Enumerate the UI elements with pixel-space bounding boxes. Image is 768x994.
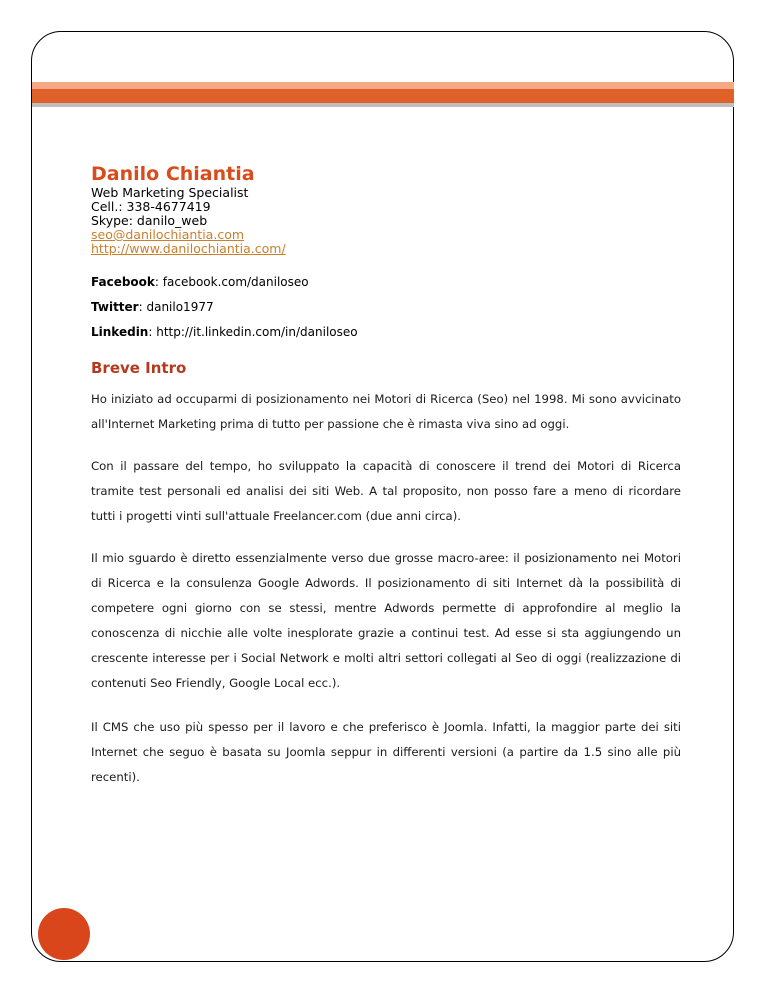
social-value: : http://it.linkedin.com/in/daniloseo (148, 325, 358, 339)
email-link[interactable]: seo@danilochiantia.com (91, 227, 245, 242)
social-twitter (91, 300, 681, 314)
social-label: Twitter (91, 300, 139, 314)
decorative-circle (38, 908, 90, 960)
person-name: Danilo Chiantia (91, 163, 255, 185)
header-stripe-light (32, 82, 734, 89)
social-value: : facebook.com/daniloseo (154, 275, 309, 289)
intro-paragraph: Ho iniziato ad occuparmi di posizionamento nei Motori di Ricerca (Seo) nel 1998. Mi sono avvicinato all'Internet Marketing prima di tutto per passione che è rimasta viva sino ad oggi. (91, 392, 681, 431)
social-linkedin (91, 325, 681, 339)
section-title: Breve Intro (91, 359, 187, 377)
phone-number: Cell.: 338-4677419 (91, 199, 211, 214)
intro-paragraph: Il mio sguardo è diretto essenzialmente verso due grosse macro-aree: il posizionamento nei Motori di Ricerca e la consulenza Google Adwords. Il posizionamento di siti Internet dà la possibilità di competere ogni giorno con se stessi, mentre Adwords permette di approfondire al meglio la conoscenza di nicchie alle volte inesplorate grazie a continui test. Ad esse si sta aggiungendo un crescente interesse per i Social Network e molti altri settori collegati al Seo di oggi (realizzazione di contenuti Seo Friendly, Google Local ecc.). (91, 551, 681, 690)
social-label: Facebook (91, 275, 155, 289)
resume-content (91, 162, 681, 790)
website-link[interactable]: http://www.danilochiantia.com/ (91, 241, 286, 256)
skype-id: Skype: danilo_web (91, 213, 208, 228)
intro-paragraph: Con il passare del tempo, ho sviluppato la capacità di conoscere il trend dei Motori di Ricerca tramite test personali ed analisi dei siti Web. A tal proposito, non posso fare a meno di ricordare tutti i progetti vinti sull'attuale Freelancer.com (due anni circa). (91, 459, 681, 523)
header-stripe-main (32, 89, 734, 103)
social-facebook (91, 275, 681, 289)
job-title: Web Marketing Specialist (91, 185, 249, 200)
social-label: Linkedin (91, 325, 149, 339)
intro-paragraph: Il CMS che uso più spesso per il lavoro e che preferisco è Joomla. Infatti, la maggior parte dei siti Internet che seguo è basata su Joomla seppur in differenti versioni (a partire da 1.5 sino alle più recenti). (91, 720, 681, 784)
social-value: : danilo1977 (138, 300, 214, 314)
header-stripe-shadow (32, 103, 734, 107)
